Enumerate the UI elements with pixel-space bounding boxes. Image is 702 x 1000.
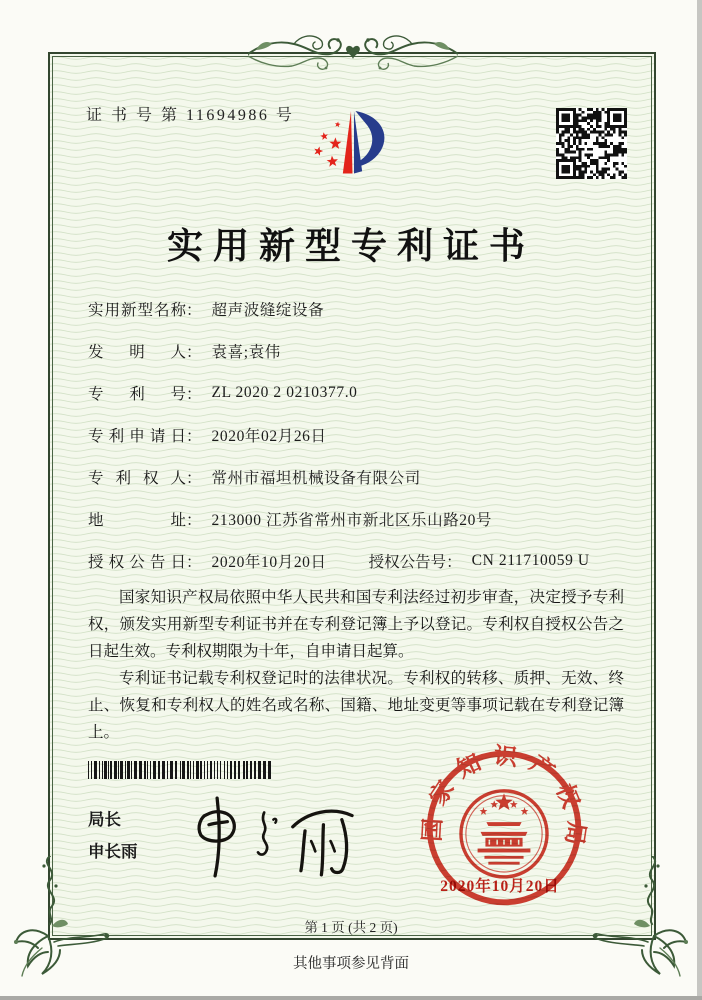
paragraph-register-statement: 专利证书记载专利权登记时的法律状况。专利权的转移、质押、无效、终止、恢复和专利权人的姓名或名称、国籍、地址变更等事项记载在专利登记簿上。	[88, 670, 624, 741]
field-colon: ：	[186, 470, 202, 487]
field-label: 发明人	[88, 344, 186, 361]
seal-emblem	[461, 791, 547, 877]
barcode-icon	[88, 760, 272, 780]
seal-ring-text: 国家知识产权局	[419, 743, 590, 858]
field-value: 袁喜;袁伟	[211, 344, 281, 361]
director-name: 申长雨	[88, 843, 138, 861]
field-value: CN 211710059 U	[471, 552, 590, 569]
field-value: 213000 江苏省常州市新北区乐山路20号	[211, 512, 493, 529]
field-row-grant	[88, 540, 633, 582]
field-colon: ：	[186, 554, 202, 571]
field-value: ZL 2020 2 0210377.0	[211, 384, 358, 401]
director-block	[88, 804, 138, 868]
cnipa-logo-icon	[299, 96, 403, 190]
certificate-title: 实用新型专利证书	[166, 226, 535, 266]
field-colon: ：	[186, 512, 202, 529]
back-note: 其他事项参见背面	[293, 956, 409, 972]
field-colon: ：	[186, 386, 202, 403]
scan-edge-bottom	[0, 996, 702, 1000]
grant-number-pair	[369, 550, 590, 572]
certificate-number: 证 书 号 第 11694986 号	[86, 107, 295, 124]
field-row-inventor	[88, 330, 633, 372]
field-value: 常州市福坦机械设备有限公司	[211, 470, 421, 487]
field-row-patent-no	[88, 372, 633, 414]
qr-code-icon	[556, 108, 627, 179]
director-signature	[178, 790, 383, 882]
scan-edge-right	[697, 0, 702, 1000]
field-row-patentee	[88, 456, 633, 498]
field-label: 专利申请日	[88, 428, 186, 445]
field-label: 实用新型名称	[88, 302, 186, 319]
field-label: 专利权人	[88, 470, 186, 487]
field-value: 2020年02月26日	[211, 428, 327, 445]
page-number: 第 1 页 (共 2 页)	[304, 920, 398, 935]
field-row-address	[88, 498, 633, 540]
field-row-filing-date	[88, 414, 633, 456]
field-colon: ：	[186, 428, 202, 445]
legal-paragraphs	[88, 584, 624, 746]
logo-red-wedge	[343, 111, 353, 173]
field-label: 授权公告号	[368, 554, 447, 571]
field-label: 地址	[88, 512, 186, 529]
field-label: 专利号	[88, 386, 186, 403]
field-list	[88, 288, 633, 582]
field-colon: ：	[446, 554, 462, 571]
field-value: 超声波缝绽设备	[211, 302, 325, 319]
paragraph-grant-statement: 国家知识产权局依照中华人民共和国专利法经过初步审查，决定授予专利权，颁发实用新型专利证书并在专利登记簿上予以登记。专利权自授权公告之日起生效。专利权期限为十年，自申请日起算。	[88, 589, 624, 660]
field-row-name	[88, 288, 633, 330]
field-label: 授权公告日	[88, 554, 186, 571]
field-colon: ：	[186, 302, 202, 319]
field-value: 2020年10月20日	[211, 554, 327, 571]
field-colon: ：	[186, 344, 202, 361]
seal-date: 2020年10月20日	[440, 878, 560, 895]
director-title: 局长	[88, 811, 121, 829]
logo-stars	[314, 122, 341, 167]
